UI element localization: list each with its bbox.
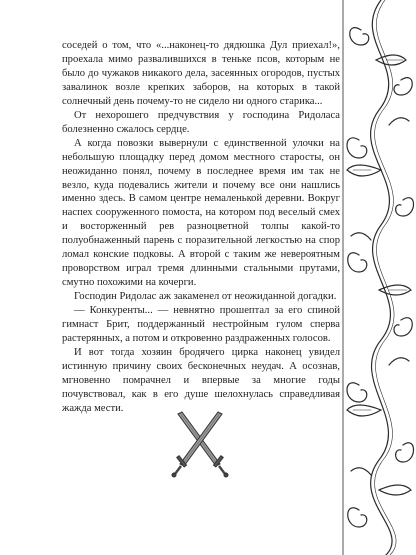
paragraph-4: Господин Ридолас аж закаменел от неожиданной догадки. (74, 291, 337, 303)
paragraph-6: И вот тогда хозяин бродячего цирка наконец увидел истинную причину своих бесконечных неудач. А осознав, мгновенно помрачнел и впервые за многие годы почувствовал, как в его душе шелохнулась справедливая жажда мести. (62, 346, 340, 414)
paragraph-5: — Конкуренты... — невнятно прошептал за его спиной гимнаст Брит, поддержанный нестройным гулом сперва растерянных, а потом и откровенно раздраженных голосов. (62, 305, 340, 345)
body-text (62, 39, 340, 416)
paragraph-2: От нехорошего предчувствия у господина Ридоласа болезненно сжалось сердце. (62, 109, 340, 135)
crossed-swords-icon (170, 408, 230, 478)
floral-ornament-border (341, 0, 416, 555)
paragraph-1: соседей о том, что «...наконец-то дядюшка Дул приехал!», проехала мимо развалившихся в теньке псов, которым не было до чужаков никакого дела, засеянных огородов, пустых завалинок возле крепких заборов, на которых в такой солнечный день почему-то не сидело ни одного старика... (62, 40, 340, 107)
paragraph-3: А когда повозки вывернули с единственной улочки на небольшую площадку перед домом местного старосты, он неожиданно понял, почему в последнее время им так не везло, куда подевались жители и почему все они нашлись именно здесь. В самом центре немаленькой деревни. Вокруг наспех сооруженного помоста, на котором под веселый смех и восторженный рев разноцветной толпы какой-то полуобнаженный парень с поразительной легкостью на спор ломал конские подковы. А второй с таким же невероятным проворством играл тремя длинными стальными прутами, смутно похожими на кочерги. (62, 137, 340, 289)
